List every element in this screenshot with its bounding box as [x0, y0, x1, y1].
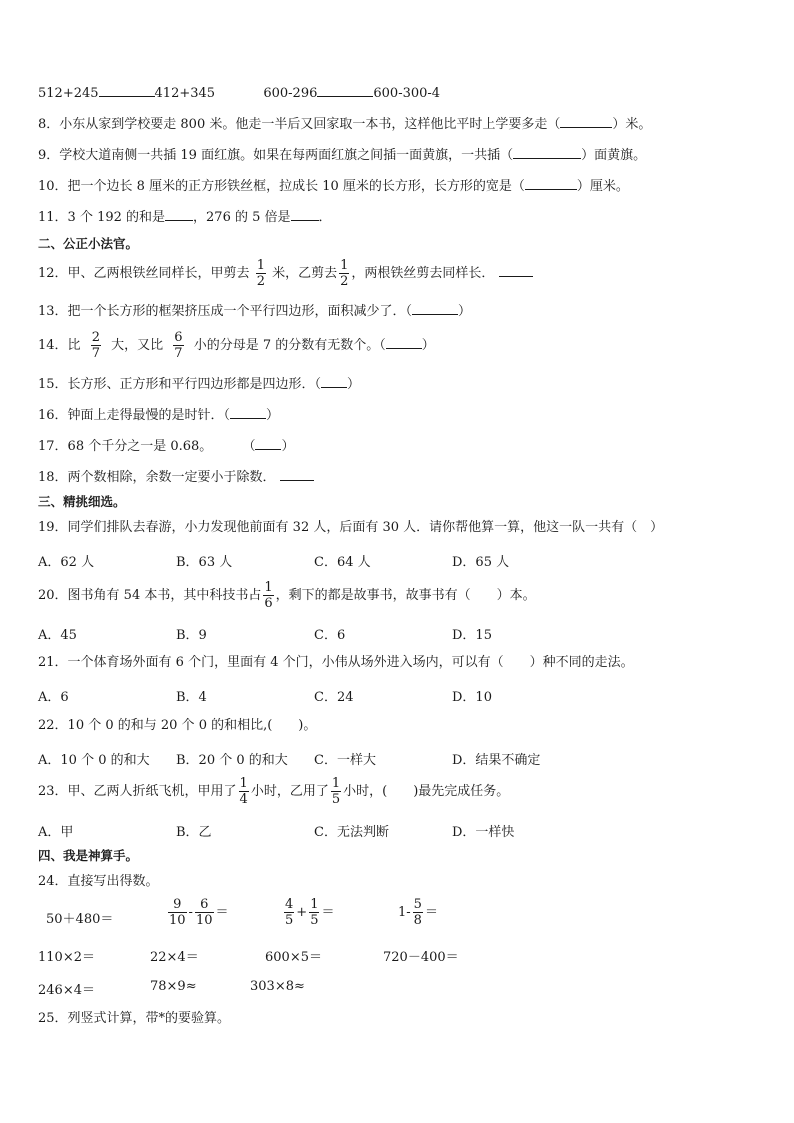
option-d[interactable]: D．结果不确定 — [452, 753, 541, 768]
calc-expression: 600×5＝ — [265, 950, 322, 965]
question-text: 11．3 个 192 的和是 — [38, 210, 166, 225]
question-24-title: 24．直接写出得数。 — [38, 874, 159, 889]
option-b[interactable]: B．乙 — [176, 825, 212, 840]
question-12 — [38, 258, 533, 289]
question-8 — [38, 115, 651, 133]
question-text: 17．68 个千分之一是 0.68。 — [38, 439, 213, 454]
question-tail: ） — [347, 377, 361, 392]
question-tail: ） — [458, 304, 472, 319]
option-d[interactable]: D．65 人 — [452, 555, 510, 570]
q7-expr-b: 412+345 — [154, 86, 216, 101]
question-22: 22．10 个 0 的和与 20 个 0 的和相比,( )。 — [38, 718, 317, 733]
fraction: $\frac{9}{10}$ — [169, 897, 186, 928]
question-7-line — [38, 84, 440, 102]
option-d[interactable]: D．一样快 — [452, 825, 515, 840]
answer-blank[interactable] — [165, 208, 193, 221]
question-25-title: 25．列竖式计算，带*的要验算。 — [38, 1011, 231, 1026]
question-text: 15．长方形、正方形和平行四边形都是四边形．（ — [38, 377, 322, 392]
question-text: 10．把一个边长 8 厘米的正方形铁丝框，拉成长 10 厘米的长方形，长方形的宽是（ — [38, 179, 525, 194]
calc-expression: 78×9≈ — [150, 979, 197, 994]
question-text: 小时，( )最先完成任务。 — [343, 784, 510, 799]
section-4-heading: 四、我是神算手。 — [38, 848, 139, 863]
calc-expression: 22×4＝ — [150, 950, 199, 965]
option-b[interactable]: B．20 个 0 的和大 — [176, 753, 288, 768]
question-text: 18．两个数相除，余数一定要小于除数． — [38, 470, 276, 485]
question-tail: ）厘米。 — [576, 179, 629, 194]
option-a[interactable]: A．45 — [38, 628, 77, 643]
question-17 — [38, 437, 294, 455]
fraction: $\frac{6}{10}$ — [195, 897, 213, 928]
fraction: $\frac{1}{2}$ — [340, 258, 349, 289]
question-paren: （ — [242, 439, 256, 454]
option-b[interactable]: B．4 — [176, 690, 207, 705]
section-2-heading: 二、公正小法官。 — [38, 236, 139, 251]
answer-blank[interactable] — [280, 468, 314, 481]
section-3-heading: 三、精挑细选。 — [38, 494, 126, 509]
fraction: $\frac{1}{4}$ — [239, 776, 248, 807]
answer-blank[interactable] — [230, 406, 266, 419]
question-15 — [38, 375, 360, 393]
calc-expression: $\frac{4}{5}$ + $\frac{1}{5}$ ＝ — [285, 897, 335, 928]
question-tail: ） — [266, 408, 280, 423]
answer-blank[interactable] — [255, 437, 281, 450]
q7-expr-d: 600-300-4 — [373, 86, 441, 101]
option-a[interactable]: A．62 人 — [38, 555, 95, 570]
question-16 — [38, 406, 279, 424]
option-c[interactable]: C．24 — [314, 690, 354, 705]
fraction: $\frac{1}{2}$ — [256, 258, 265, 289]
question-14 — [38, 330, 435, 361]
question-21: 21．一个体育场外面有 6 个门，里面有 4 个门，小伟从场外进入场内，可以有（ ）种不同的走法。 — [38, 655, 634, 670]
calc-expression: 303×8≈ — [250, 979, 305, 994]
question-text: ，两根铁丝剪去同样长． — [351, 266, 495, 281]
question-text: 8．小东从家到学校要走 800 米。他走一半后又回家取一本书，这样他比平时上学要多走（ — [38, 117, 561, 132]
calc-expression: 1- $\frac{5}{8}$ ＝ — [398, 897, 438, 928]
question-text: 12．甲、乙两根铁丝同样长，甲剪去 — [38, 266, 250, 281]
calc-expression: 720－400＝ — [383, 950, 459, 965]
fraction: $\frac{1}{5}$ — [331, 776, 341, 807]
option-c[interactable]: C．6 — [314, 628, 346, 643]
question-11 — [38, 208, 332, 226]
question-text: 16．钟面上走得最慢的是时针．（ — [38, 408, 231, 423]
calc-expression: $\frac{9}{10}$ - $\frac{6}{10}$ ＝ — [169, 897, 229, 928]
answer-blank[interactable] — [412, 302, 458, 315]
question-text: ． — [318, 210, 332, 225]
option-c[interactable]: C．无法判断 — [314, 825, 389, 840]
question-19: 19．同学们排队去春游，小力发现他前面有 32 人，后面有 30 人．请你帮他算一算，他这一队一共有（ ） — [38, 520, 664, 535]
answer-blank[interactable] — [317, 84, 373, 97]
question-text: 小时，乙用了 — [250, 784, 329, 799]
q7-expr-a: 512+245 — [38, 86, 99, 101]
answer-blank[interactable] — [321, 375, 347, 388]
question-text: 小的分母是 7 的分数有无数个。（ — [193, 338, 386, 353]
question-13 — [38, 302, 471, 320]
option-c[interactable]: C．一样大 — [314, 753, 376, 768]
fraction: $\frac{4}{5}$ — [285, 897, 294, 928]
answer-blank[interactable] — [560, 115, 612, 128]
option-b[interactable]: B．9 — [176, 628, 207, 643]
answer-blank[interactable] — [99, 84, 155, 97]
question-text: 23．甲、乙两人折纸飞机，甲用了 — [38, 784, 237, 799]
question-text: 米，乙剪去 — [272, 266, 338, 281]
fraction: $\frac{1}{5}$ — [310, 897, 319, 928]
question-9 — [38, 146, 646, 164]
answer-blank[interactable] — [291, 208, 319, 221]
option-a[interactable]: A．6 — [38, 690, 69, 705]
answer-blank[interactable] — [499, 264, 533, 277]
option-c[interactable]: C．64 人 — [314, 555, 371, 570]
question-18 — [38, 468, 314, 486]
question-23 — [38, 776, 509, 807]
question-10 — [38, 177, 629, 195]
q7-expr-c: 600-296 — [263, 86, 318, 101]
option-d[interactable]: D．10 — [452, 690, 492, 705]
question-20 — [38, 580, 536, 611]
question-text: ，剩下的都是故事书，故事书有（ ）本。 — [275, 588, 536, 603]
question-tail: ）米。 — [612, 117, 652, 132]
answer-blank[interactable] — [386, 336, 422, 349]
fraction: $\frac{2}{7}$ — [91, 330, 100, 361]
option-a[interactable]: A．甲 — [38, 825, 74, 840]
option-d[interactable]: D．15 — [452, 628, 492, 643]
question-tail: ） — [281, 439, 295, 454]
fraction: $\frac{6}{7}$ — [174, 330, 183, 361]
fraction: $\frac{5}{8}$ — [413, 897, 422, 928]
calc-expression: 50＋480＝ — [46, 912, 114, 927]
calc-expression: 110×2＝ — [38, 950, 95, 965]
question-text: 9．学校大道南侧一共插 19 面红旗。如果在每两面红旗之间插一面黄旗，一共插（ — [38, 148, 514, 163]
question-text: 13．把一个长方形的框架挤压成一个平行四边形，面积减少了．（ — [38, 304, 413, 319]
fraction: $\frac{1}{6}$ — [264, 580, 273, 611]
option-b[interactable]: B．63 人 — [176, 555, 233, 570]
question-text: ，276 的 5 倍是 — [193, 210, 291, 225]
answer-blank[interactable] — [513, 146, 581, 159]
calc-expression: 246×4＝ — [38, 983, 95, 998]
answer-blank[interactable] — [525, 177, 577, 190]
question-text: 20．图书角有 54 本书，其中科技书占 — [38, 588, 262, 603]
question-tail: ）面黄旗。 — [581, 148, 647, 163]
question-text: 14．比 — [38, 338, 81, 353]
question-tail: ） — [421, 338, 435, 353]
option-a[interactable]: A．10 个 0 的和大 — [38, 753, 150, 768]
question-text: 大，又比 — [111, 338, 164, 353]
